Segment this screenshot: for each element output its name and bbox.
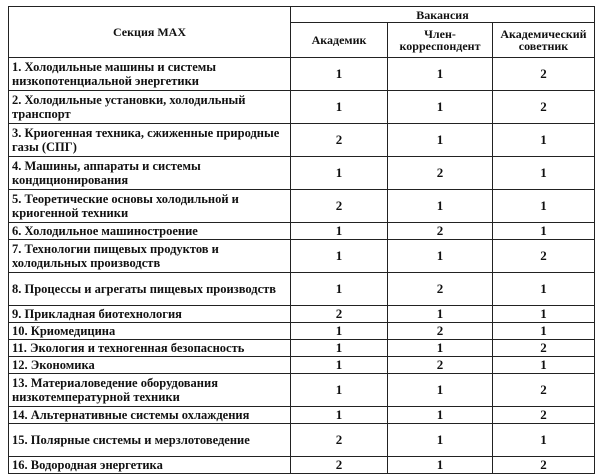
corresponding-member-count: 1 bbox=[388, 424, 493, 457]
corresponding-member-count: 2 bbox=[388, 357, 493, 374]
corresponding-member-count: 1 bbox=[388, 124, 493, 157]
corresponding-member-count: 1 bbox=[388, 457, 493, 474]
section-name: 13. Материаловедение оборудования низкотемпературной техники bbox=[9, 374, 291, 407]
academic-advisor-count: 1 bbox=[493, 223, 595, 240]
academician-count: 1 bbox=[291, 91, 388, 124]
table-row bbox=[9, 124, 595, 157]
academician-count: 2 bbox=[291, 457, 388, 474]
academic-advisor-count: 1 bbox=[493, 323, 595, 340]
academician-count: 1 bbox=[291, 323, 388, 340]
academician-count: 1 bbox=[291, 340, 388, 357]
section-name: 1. Холодильные машины и системы низкопотенциальной энергетики bbox=[9, 58, 291, 91]
corresponding-member-count: 1 bbox=[388, 306, 493, 323]
academic-advisor-count: 1 bbox=[493, 424, 595, 457]
table-row bbox=[9, 374, 595, 407]
academic-advisor-count: 2 bbox=[493, 457, 595, 474]
corresponding-member-count: 1 bbox=[388, 407, 493, 424]
section-name: 9. Прикладная биотехнология bbox=[9, 306, 291, 323]
academician-count: 1 bbox=[291, 357, 388, 374]
column-header-academician: Академик bbox=[291, 23, 388, 58]
academic-advisor-count: 1 bbox=[493, 273, 595, 306]
section-name: 11. Экология и техногенная безопасность bbox=[9, 340, 291, 357]
academic-advisor-count: 2 bbox=[493, 58, 595, 91]
section-name: 2. Холодильные установки, холодильный транспорт bbox=[9, 91, 291, 124]
table-row bbox=[9, 91, 595, 124]
academic-advisor-count: 1 bbox=[493, 190, 595, 223]
section-name: 15. Полярные системы и мерзлотоведение bbox=[9, 424, 291, 457]
section-column-header: Секция МАХ bbox=[9, 7, 291, 58]
table-row bbox=[9, 240, 595, 273]
table-row bbox=[9, 407, 595, 424]
section-name: 8. Процессы и агрегаты пищевых производств bbox=[9, 273, 291, 306]
corresponding-member-count: 2 bbox=[388, 223, 493, 240]
section-name: 5. Теоретические основы холодильной и криогенной техники bbox=[9, 190, 291, 223]
academic-advisor-count: 1 bbox=[493, 306, 595, 323]
academic-advisor-count: 1 bbox=[493, 357, 595, 374]
academician-count: 2 bbox=[291, 424, 388, 457]
section-name: 10. Криомедицина bbox=[9, 323, 291, 340]
table-row bbox=[9, 157, 595, 190]
academician-count: 1 bbox=[291, 223, 388, 240]
corresponding-member-count: 1 bbox=[388, 58, 493, 91]
academician-count: 2 bbox=[291, 124, 388, 157]
academic-advisor-count: 2 bbox=[493, 240, 595, 273]
corresponding-member-count: 1 bbox=[388, 374, 493, 407]
corresponding-member-count: 2 bbox=[388, 273, 493, 306]
academician-count: 2 bbox=[291, 190, 388, 223]
academic-advisor-count: 2 bbox=[493, 407, 595, 424]
academician-count: 1 bbox=[291, 240, 388, 273]
table-row bbox=[9, 58, 595, 91]
corresponding-member-count: 2 bbox=[388, 157, 493, 190]
academic-advisor-count: 1 bbox=[493, 157, 595, 190]
academician-count: 1 bbox=[291, 407, 388, 424]
section-name: 12. Экономика bbox=[9, 357, 291, 374]
column-header-academic-advisor: Академический советник bbox=[493, 23, 595, 58]
corresponding-member-count: 2 bbox=[388, 323, 493, 340]
academician-count: 1 bbox=[291, 374, 388, 407]
table-row bbox=[9, 190, 595, 223]
academic-advisor-count: 2 bbox=[493, 340, 595, 357]
table-row bbox=[9, 223, 595, 240]
table-row bbox=[9, 424, 595, 457]
corresponding-member-count: 1 bbox=[388, 340, 493, 357]
section-name: 6. Холодильное машиностроение bbox=[9, 223, 291, 240]
academician-count: 1 bbox=[291, 157, 388, 190]
corresponding-member-count: 1 bbox=[388, 240, 493, 273]
table-row bbox=[9, 306, 595, 323]
column-header-corresponding-member: Член-корреспондент bbox=[388, 23, 493, 58]
table-row bbox=[9, 323, 595, 340]
corresponding-member-count: 1 bbox=[388, 91, 493, 124]
vacancy-table bbox=[8, 6, 595, 474]
academic-advisor-count: 2 bbox=[493, 374, 595, 407]
section-name: 3. Криогенная техника, сжиженные природные газы (СПГ) bbox=[9, 124, 291, 157]
section-name: 16. Водородная энергетика bbox=[9, 457, 291, 474]
academician-count: 1 bbox=[291, 58, 388, 91]
section-name: 14. Альтернативные системы охлаждения bbox=[9, 407, 291, 424]
section-name: 4. Машины, аппараты и системы кондиционирования bbox=[9, 157, 291, 190]
vacancy-group-header: Вакансия bbox=[291, 7, 595, 23]
academician-count: 1 bbox=[291, 273, 388, 306]
section-name: 7. Технологии пищевых продуктов и холодильных производств bbox=[9, 240, 291, 273]
document-page bbox=[8, 6, 596, 472]
table-row bbox=[9, 273, 595, 306]
table-row bbox=[9, 340, 595, 357]
academic-advisor-count: 1 bbox=[493, 124, 595, 157]
corresponding-member-count: 1 bbox=[388, 190, 493, 223]
table-row bbox=[9, 357, 595, 374]
academic-advisor-count: 2 bbox=[493, 91, 595, 124]
academician-count: 2 bbox=[291, 306, 388, 323]
